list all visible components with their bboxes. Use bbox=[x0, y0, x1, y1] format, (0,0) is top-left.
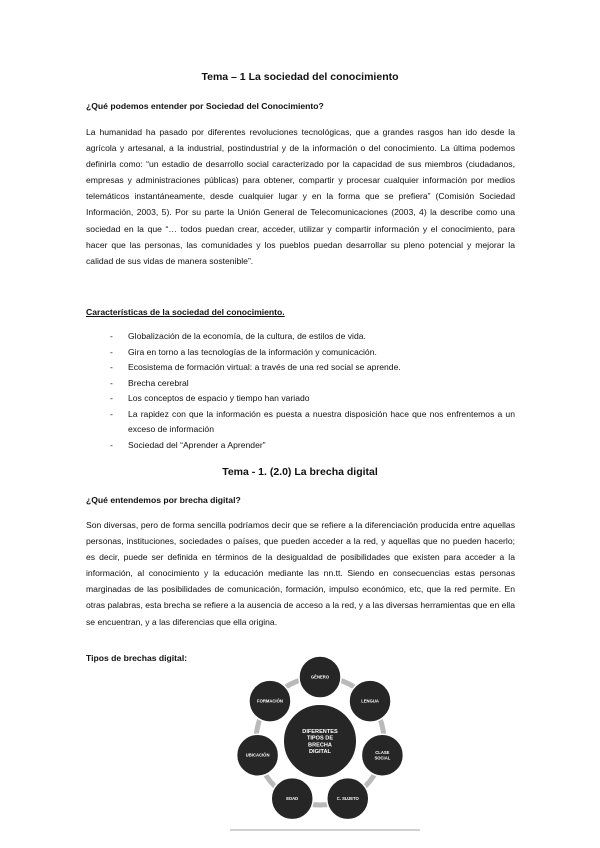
node-label-line: CLASE bbox=[375, 750, 390, 756]
question-digital-divide: ¿Qué entendemos por brecha digital? bbox=[86, 495, 241, 505]
list-bullet: - bbox=[110, 346, 113, 357]
node-label-line: EDAD bbox=[286, 796, 299, 802]
list-bullet: - bbox=[110, 362, 113, 372]
node-label-line: FORMACIÓN bbox=[257, 698, 283, 704]
diagram-node-label bbox=[257, 699, 283, 704]
characteristic-item bbox=[86, 345, 515, 361]
list-bullet: - bbox=[110, 393, 113, 403]
characteristic-text: Brecha cerebral bbox=[128, 377, 189, 388]
characteristic-text: Ecosistema de formación virtual: a través de una red social se aprende. bbox=[128, 362, 401, 372]
paragraph-knowledge-society: La humanidad ha pasado por diferentes revoluciones tecnológicas, que a grandes rasgos han ido desde la agrícola y artesanal, a la industrial, postindustrial y de la información o del conocimiento. La última podemos definirla como: “un estadio de desarrollo social caracterizado por la capacidad de sus miembros (ciudadanos, empresas y administraciones públicas) para obtener, compartir y procesar cualquier información por medios telemáticos instantáneamente, desde cualquier lugar y en la forma que se prefiera” (Comisión Sociedad Información, 2003, 5). Por su parte la Unión General de Telecomunicaciones (2003, 4) la describe como una sociedad en la que “… todos puedan crear, acceder, utilizar y compartir información y el conocimiento, para hacer que las personas, las comunidades y los pueblos puedan desarrollar su pleno potencial y mejorar la calidad de sus vidas de manera sostenible”. bbox=[86, 127, 515, 266]
characteristic-text: Los conceptos de espacio y tiempo han variado bbox=[128, 393, 310, 403]
characteristic-item bbox=[86, 360, 515, 376]
center-label-line: DIFERENTES bbox=[302, 729, 338, 736]
center-label-line: BRECHA bbox=[308, 742, 332, 749]
section-title-digital-divide: Tema - 1. (2.0) La brecha digital bbox=[222, 466, 378, 478]
diagram-node-label bbox=[286, 796, 298, 801]
paragraph-digital-divide: Son diversas, pero de forma sencilla podríamos decir que se refiere a la diferenciación producida entre aquellas personas, instituciones, sociedades o países, que pueden acceder a la red, y aquellas que no pueden hacerlo; es decir, puede ser definida en términos de la desigualdad de posibilidades que existen para acceder a la información, al conocimiento y la educación mediante las nn.tt. Siendo en consecuencias estas personas marginadas de las posibilidades de comunicación, formación, impulso económico, etc, que la red permite. En otras palabras, esta brecha se refiere a la ausencia de acceso a la red, y a las diversas herramientas que en ella se encuentran, y a las diferencias que ella origina. bbox=[86, 520, 515, 627]
diagram-node-label bbox=[361, 699, 379, 704]
node-label-line: GÉNERO bbox=[310, 674, 330, 680]
section-title-knowledge-society: Tema – 1 La sociedad del conocimiento bbox=[201, 71, 399, 83]
characteristic-text: La rapidez con que la información es puesta a nuestra disposición hace que nos enfrentemos a un exceso de información bbox=[128, 408, 515, 434]
diagram-node-label bbox=[311, 675, 330, 680]
characteristic-text: Sociedad del “Aprender a Aprender” bbox=[128, 439, 266, 450]
characteristic-item bbox=[86, 329, 515, 345]
characteristic-item bbox=[86, 407, 515, 438]
list-bullet: - bbox=[110, 377, 113, 388]
characteristics-list bbox=[86, 329, 515, 453]
list-bullet: - bbox=[110, 331, 113, 341]
node-label-line: SOCIAL bbox=[374, 755, 391, 761]
types-heading: Tipos de brechas digital: bbox=[86, 653, 188, 663]
list-bullet: - bbox=[110, 439, 113, 450]
characteristic-item bbox=[86, 376, 515, 392]
diagram-node-label bbox=[246, 753, 270, 758]
center-label-line: TIPOS DE bbox=[306, 735, 334, 742]
node-label-line: LENGUA bbox=[361, 698, 379, 704]
node-label-line: C. SUJETO bbox=[336, 796, 359, 802]
digital-divide-types-diagram bbox=[228, 655, 424, 837]
characteristic-text: Globalización de la economía, de la cultura, de estilos de vida. bbox=[128, 331, 366, 341]
diagram-node-label bbox=[337, 796, 360, 801]
center-label-line: DIGITAL bbox=[309, 748, 331, 755]
characteristic-item bbox=[86, 391, 515, 407]
characteristic-item bbox=[86, 438, 515, 454]
diagram-node-label bbox=[374, 750, 390, 760]
list-bullet: - bbox=[110, 408, 113, 419]
characteristics-heading: Características de la sociedad del conocimiento. bbox=[86, 307, 285, 317]
node-label-line: UBICACIÓN bbox=[245, 752, 270, 758]
question-knowledge-society: ¿Qué podemos entender por Sociedad del Conocimiento? bbox=[86, 101, 324, 111]
characteristic-text: Gira en torno a las tecnologías de la información y comunicación. bbox=[128, 346, 377, 357]
